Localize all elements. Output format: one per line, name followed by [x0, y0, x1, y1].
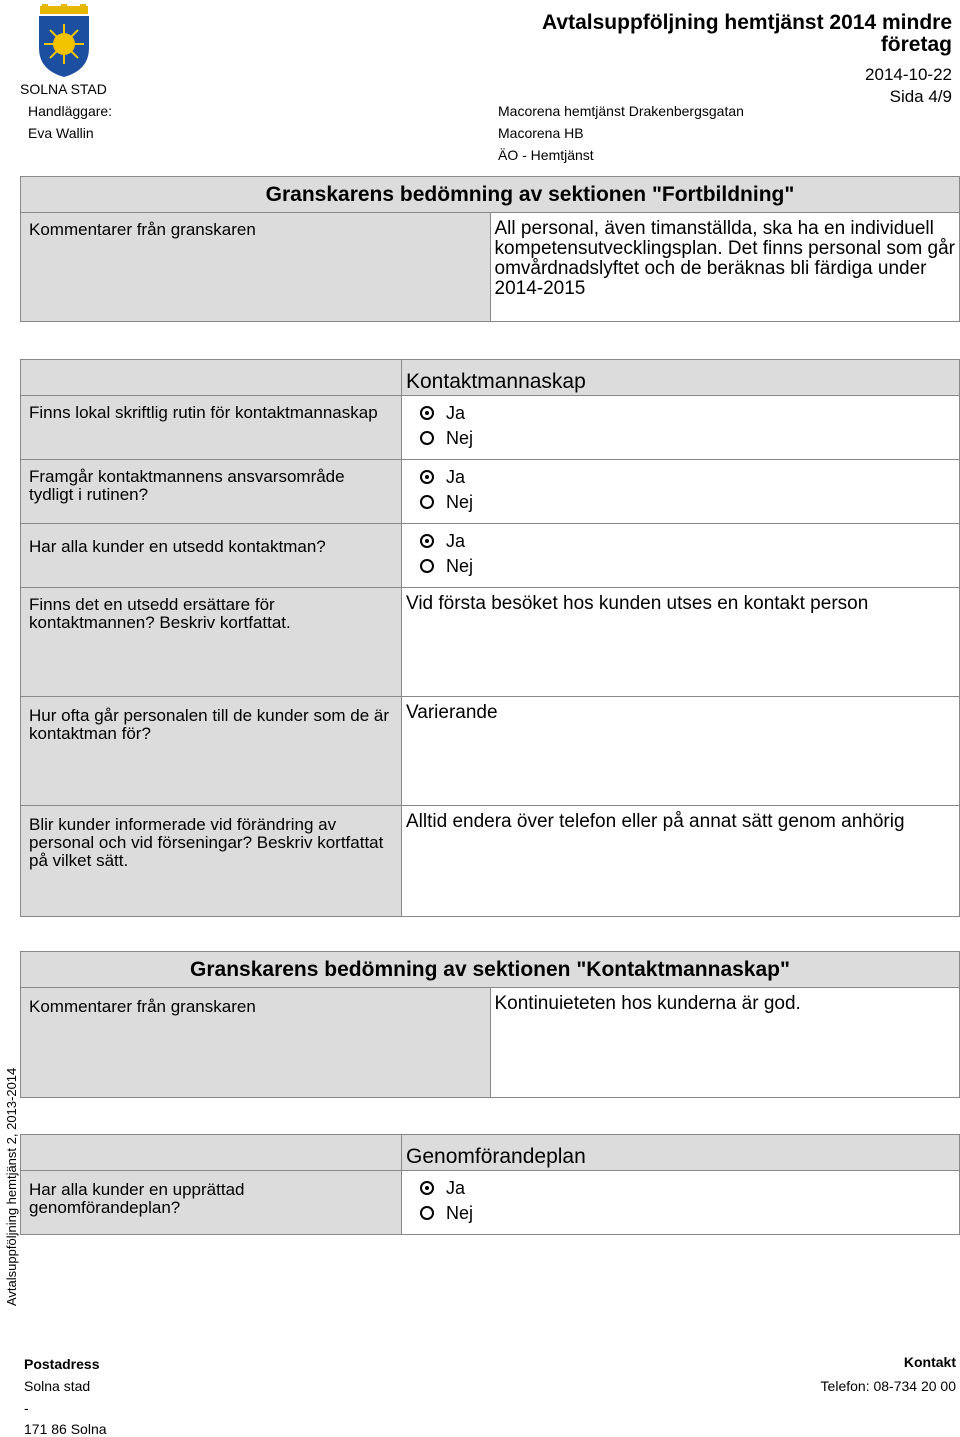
kontakt-comment-label: Kommentarer från granskaren [21, 988, 491, 1098]
radio-empty-icon [420, 495, 434, 509]
radio-empty-icon [420, 559, 434, 573]
postal-address-city: Solna stad [24, 1378, 91, 1394]
handler-label: Handläggare: [28, 103, 113, 119]
page-number: Sida 4/9 [889, 87, 952, 106]
document-date: 2014-10-22 [865, 65, 952, 84]
radio-checked-icon [420, 1181, 434, 1195]
question-ersattare: Finns det en utsedd ersättare för kontaktmannen? Beskriv kortfattat. [21, 588, 402, 697]
genomforande-heading: Genomförandeplan [406, 1145, 586, 1168]
question-utsedd-kontaktman: Har alla kunder en utsedd kontaktman? [21, 524, 402, 588]
kontakt-review-table [20, 951, 960, 1098]
provider-company: Macorena HB [498, 125, 584, 141]
solna-crest-logo [36, 4, 92, 78]
answer-informerade: Alltid endera över telefon eller på annat sätt genom anhörig [402, 806, 960, 917]
kontaktmannaskap-table [20, 359, 960, 917]
radio-no[interactable]: Nej [406, 425, 955, 450]
genomforande-table [20, 1134, 960, 1235]
radio-checked-icon [420, 470, 434, 484]
radio-no[interactable]: Nej [406, 1200, 955, 1225]
provider-name: Macorena hemtjänst Drakenbergsgatan [498, 103, 744, 119]
question-ansvarsomrade: Framgår kontaktmannens ansvarsområde tydligt i rutinen? [21, 460, 402, 524]
radio-yes[interactable]: Ja [406, 400, 955, 425]
question-informerade: Blir kunder informerade vid förändring av personal och vid förseningar? Beskriv kortfattat på vilket sätt. [21, 806, 402, 917]
fortbildning-review-table [20, 176, 960, 322]
radio-checked-icon [420, 406, 434, 420]
radio-yes[interactable]: Ja [406, 1175, 955, 1200]
date-page-block [865, 64, 952, 108]
fortbildning-comment-value: All personal, även timanställda, ska ha en individuell kompetensutvecklingsplan. Det finns personal som går omvårdnadslyftet och de beräknas bli färdiga under 2014-2015 [490, 213, 960, 322]
radio-yes[interactable]: Ja [406, 528, 955, 553]
fortbildning-review-header [21, 177, 960, 213]
handler-name: Eva Wallin [28, 125, 94, 141]
side-footer-text: Avtalsuppföljning hemtjänst 2, 2013-2014 [4, 1067, 19, 1306]
postal-address-label: Postadress [24, 1356, 100, 1372]
contact-label: Kontakt [903, 1354, 956, 1370]
answer-ersattare: Vid första besöket hos kunden utses en kontakt person [402, 588, 960, 697]
provider-category: ÄO - Hemtjänst [498, 147, 594, 163]
answer-frekvens: Varierande [402, 697, 960, 806]
answer-genomforandeplan [402, 1171, 960, 1235]
document-title: Avtalsuppföljning hemtjänst 2014 mindre företag [542, 11, 952, 56]
fortbildning-comment-label: Kommentarer från granskaren [21, 213, 491, 322]
postal-address-zip: 171 86 Solna [24, 1421, 107, 1437]
radio-empty-icon [420, 431, 434, 445]
answer-lokal-rutin [402, 396, 960, 460]
radio-no[interactable]: Nej [406, 489, 955, 514]
contact-phone: Telefon: 08-734 20 00 [820, 1378, 956, 1394]
radio-empty-icon [420, 1206, 434, 1220]
radio-yes[interactable]: Ja [406, 464, 955, 489]
answer-ansvarsomrade [402, 460, 960, 524]
kontakt-comment-value: Kontinuieteten hos kunderna är god. [490, 988, 960, 1098]
org-name: SOLNA STAD [20, 81, 107, 97]
question-genomforandeplan: Har alla kunder en upprättad genomförandeplan? [21, 1171, 402, 1235]
radio-no[interactable]: Nej [406, 553, 955, 578]
kontakt-review-heading: Granskarens bedömning av sektionen "Kontaktmannaskap" [190, 958, 790, 981]
radio-checked-icon [420, 534, 434, 548]
question-frekvens: Hur ofta går personalen till de kunder som de är kontaktman för? [21, 697, 402, 806]
fortbildning-review-heading: Granskarens bedömning av sektionen "Fortbildning" [265, 183, 795, 206]
kontaktmannaskap-heading: Kontaktmannaskap [406, 370, 586, 393]
answer-utsedd-kontaktman [402, 524, 960, 588]
postal-address-line: - [24, 1400, 29, 1416]
question-lokal-rutin: Finns lokal skriftlig rutin för kontaktmannaskap [21, 396, 402, 460]
